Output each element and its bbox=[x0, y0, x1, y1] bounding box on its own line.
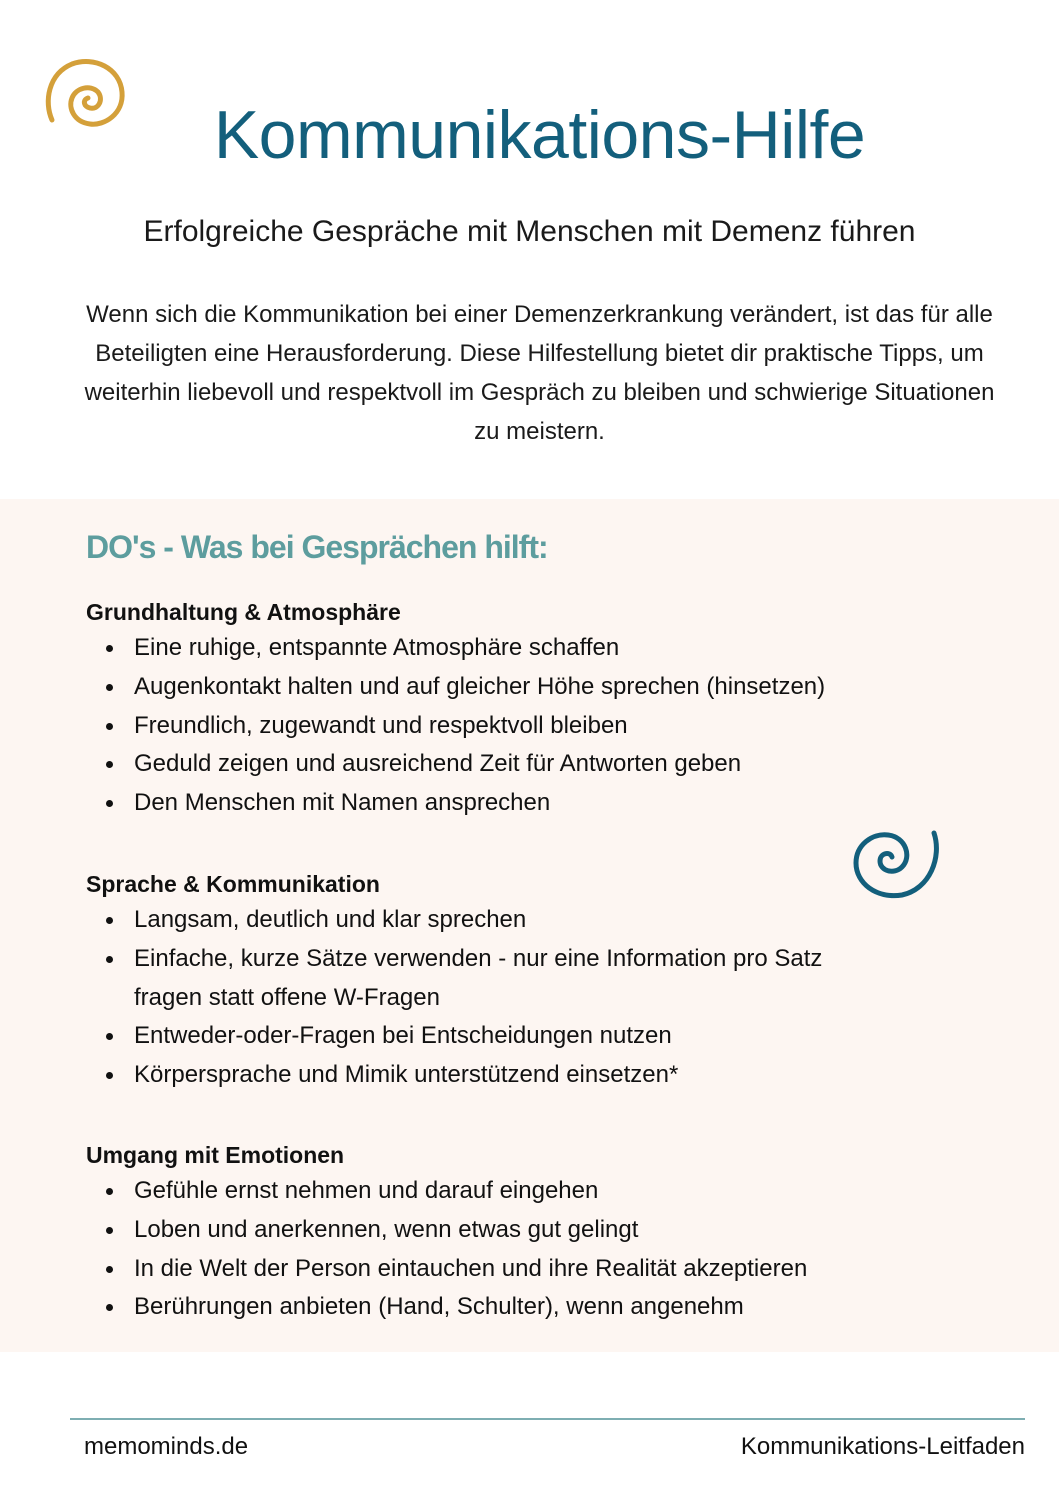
list-item: Den Menschen mit Namen ansprechen bbox=[134, 784, 999, 823]
list-item: Freundlich, zugewandt und respektvoll bleiben bbox=[134, 707, 999, 746]
footer-website-link[interactable]: memominds.de bbox=[84, 1433, 249, 1460]
list-item: Eine ruhige, entspannte Atmosphäre schaffen bbox=[134, 629, 999, 668]
list-item: Körpersprache und Mimik unterstützend einsetzen* bbox=[134, 1056, 999, 1095]
list-item: Geduld zeigen und ausreichend Zeit für Antworten geben bbox=[134, 745, 999, 784]
intro-paragraph: Wenn sich die Kommunikation bei einer Demenzerkrankung verändert, ist das für alle Beteiligten eine Herausforderung. Diese Hilfestellung bietet dir praktische Tipps, um weiterhin liebevoll und respektvoll im Gespräch zu bleiben und schwierige Situationen zu meistern. bbox=[84, 301, 995, 445]
list-item: Entweder-oder-Fragen bei Entscheidungen nutzen bbox=[134, 1017, 999, 1056]
page-title: Kommunikations-Hilfe bbox=[213, 97, 866, 173]
list-item: Gefühle ernst nehmen und darauf eingehen bbox=[134, 1172, 999, 1211]
dos-panel bbox=[0, 499, 1059, 1352]
footer-document-label: Kommunikations-Leitfaden bbox=[740, 1433, 1025, 1460]
list-item: In die Welt der Person eintauchen und ihre Realität akzeptieren bbox=[134, 1250, 999, 1289]
list-item: Einfache, kurze Sätze verwenden - nur eine Information pro Satz bbox=[134, 940, 999, 979]
section-emotionen bbox=[86, 1140, 999, 1327]
footer-divider bbox=[70, 1418, 1025, 1420]
section-heading: Grundhaltung & Atmosphäre bbox=[86, 599, 401, 625]
list-item: Augenkontakt halten und auf gleicher Höhe sprechen (hinsetzen) bbox=[134, 668, 999, 707]
section-grundhaltung bbox=[86, 597, 999, 823]
list-item: Loben und anerkennen, wenn etwas gut gelingt bbox=[134, 1211, 999, 1250]
dos-title: DO's - Was bei Gesprächen hilft: bbox=[86, 529, 548, 565]
list-item-continuation: fragen statt offene W-Fragen bbox=[134, 983, 440, 1011]
page-subtitle: Erfolgreiche Gespräche mit Menschen mit Demenz führen bbox=[143, 215, 916, 248]
list-item: Langsam, deutlich und klar sprechen bbox=[134, 901, 999, 940]
section-sprache bbox=[86, 869, 999, 1095]
section-heading: Umgang mit Emotionen bbox=[86, 1142, 345, 1168]
list-item: Berührungen anbieten (Hand, Schulter), wenn angenehm bbox=[134, 1288, 999, 1327]
section-heading: Sprache & Kommunikation bbox=[86, 871, 380, 897]
